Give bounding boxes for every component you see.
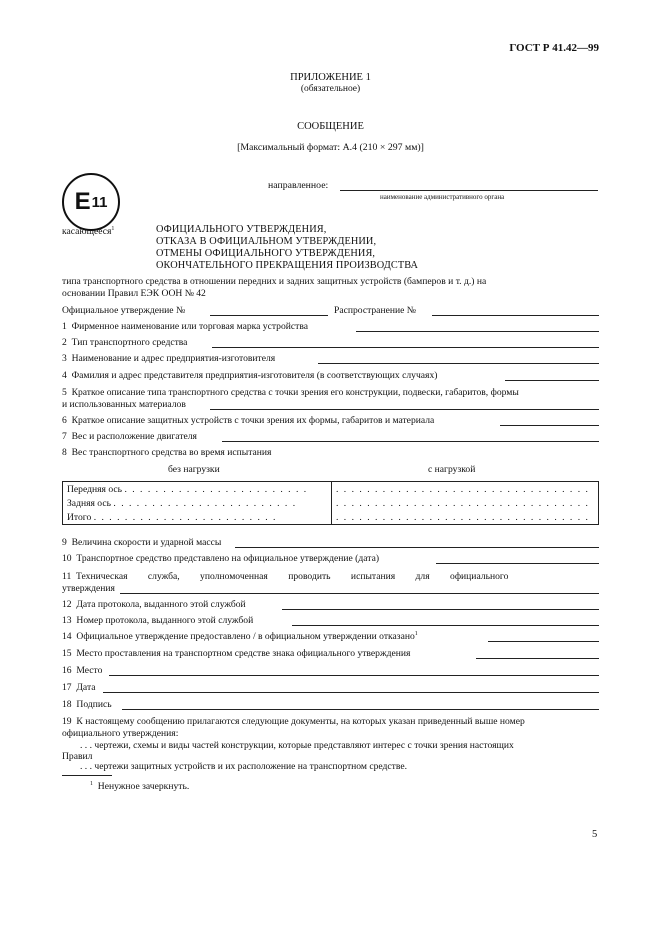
footnote: $^1$ Ненужное зачеркнуть.: [90, 781, 190, 793]
col-unloaded-header: без нагрузки: [168, 464, 220, 475]
table-cell[interactable]: . . . . . . . . . . . . . . . . . . . . . . . . . . . . . . . . .: [332, 510, 599, 525]
item-5-field[interactable]: [210, 409, 599, 410]
sent-to-caption: наименование административного органа: [380, 193, 505, 201]
page-number: 5: [592, 829, 598, 840]
table-row: [63, 482, 599, 497]
item-7: 7 Вес и расположение двигателя: [62, 431, 197, 442]
item-2: 2 Тип транспортного средства: [62, 337, 188, 348]
item-15-field[interactable]: [476, 658, 599, 659]
item-9: 9 Величина скорости и ударной массы: [62, 537, 222, 548]
attachment-2: . . . чертежи защитных устройств и их расположение на транспортном средстве.: [80, 761, 407, 772]
table-cell: Итого . . . . . . . . . . . . . . . . . . . . . . . .: [63, 510, 332, 525]
concerning-line-2: ОТКАЗА В ОФИЦИАЛЬНОМ УТВЕРЖДЕНИИ,: [156, 236, 377, 247]
item-4-field[interactable]: [505, 380, 599, 381]
item-16-field[interactable]: [109, 675, 599, 676]
item-11-cont: утверждения: [62, 583, 115, 594]
approval-no-field[interactable]: [210, 315, 328, 316]
appendix-subtitle: (обязательное): [300, 84, 361, 94]
item-17: 17 Дата: [62, 682, 96, 693]
table-row: [63, 510, 599, 525]
item-8: 8 Вес транспортного средства во время испытания: [62, 447, 272, 458]
type-line-2: основании Правил ЕЭК ООН № 42: [62, 288, 206, 299]
table-cell: Задняя ось . . . . . . . . . . . . . . . . . . . . . . . .: [63, 496, 332, 510]
attachment-1-cont: Правил: [62, 751, 93, 762]
attachment-1: . . . чертежи, схемы и виды частей конструкции, которые представляют интерес с точки зрения настоящих: [80, 740, 514, 751]
appendix-title: ПРИЛОЖЕНИЕ 1: [290, 72, 371, 83]
item-5-cont: и использованных материалов: [62, 399, 186, 410]
format-note: [Максимальный формат: А.4 (210 × 297 мм)]: [237, 142, 424, 153]
e11-approval-mark-icon: E 11: [62, 173, 120, 231]
sent-to-label: направленное:: [268, 180, 329, 191]
item-3-field[interactable]: [318, 363, 599, 364]
message-title: СООБЩЕНИЕ: [297, 121, 364, 132]
item-12-field[interactable]: [282, 609, 599, 610]
item-18: 18 Подпись: [62, 699, 112, 710]
item-19: 19 К настоящему сообщению прилагаются следующие документы, на которых указан приведенный выше номер: [62, 716, 525, 727]
item-9-field[interactable]: [235, 547, 599, 548]
item-10-field[interactable]: [436, 563, 599, 564]
standard-code: ГОСТ Р 41.42—99: [509, 42, 599, 54]
item-12: 12 Дата протокола, выданного этой службой: [62, 599, 246, 610]
col-loaded-header: с нагрузкой: [428, 464, 476, 475]
item-11: 11 Техническая служба, уполномоченная проводить испытания для официального: [62, 571, 509, 582]
item-19-cont: официального утверждения:: [62, 728, 179, 739]
item-3: 3 Наименование и адрес предприятия-изготовителя: [62, 353, 276, 364]
table-cell[interactable]: . . . . . . . . . . . . . . . . . . . . . . . . . . . . . . . . .: [332, 496, 599, 510]
footnote-divider: [62, 775, 112, 776]
item-5: 5 Краткое описание типа транспортного средства с точки зрения его конструкции, подвески, габаритов, формы: [62, 387, 519, 398]
type-line-1: типа транспортного средства в отношении передних и задних защитных устройств (бамперов и т. д.) на: [62, 276, 487, 287]
weights-table: [62, 481, 599, 525]
item-17-field[interactable]: [103, 692, 599, 693]
item-7-field[interactable]: [222, 441, 599, 442]
item-11-field[interactable]: [120, 593, 599, 594]
concerning-label: касающееся$^1$: [62, 226, 115, 238]
extension-no-field[interactable]: [432, 315, 599, 316]
item-1: 1 Фирменное наименование или торговая марка устройства: [62, 321, 309, 332]
concerning-line-1: ОФИЦИАЛЬНОГО УТВЕРЖДЕНИЯ,: [156, 224, 327, 235]
table-row: [63, 496, 599, 510]
item-4: 4 Фамилия и адрес представителя предприятия-изготовителя (в соответствующих случаях): [62, 370, 438, 381]
sent-to-line[interactable]: [340, 190, 598, 191]
item-15: 15 Место проставления на транспортном средстве знака официального утверждения: [62, 648, 411, 659]
item-13-field[interactable]: [292, 625, 599, 626]
item-16: 16 Место: [62, 665, 103, 676]
item-6: 6 Краткое описание защитных устройств с точки зрения их формы, габаритов и материала: [62, 415, 435, 426]
table-cell: Передняя ось . . . . . . . . . . . . . . . . . . . . . . . .: [63, 482, 332, 497]
item-14: 14 Официальное утверждение предоставлено / в официальном утверждении отказано$^1$: [62, 631, 418, 643]
item-13: 13 Номер протокола, выданного этой службой: [62, 615, 254, 626]
table-cell[interactable]: . . . . . . . . . . . . . . . . . . . . . . . . . . . . . . . . .: [332, 482, 599, 497]
item-14-field[interactable]: [488, 641, 599, 642]
concerning-line-4: ОКОНЧАТЕЛЬНОГО ПРЕКРАЩЕНИЯ ПРОИЗВОДСТВА: [156, 260, 419, 271]
item-2-field[interactable]: [212, 347, 599, 348]
concerning-line-3: ОТМЕНЫ ОФИЦИАЛЬНОГО УТВЕРЖДЕНИЯ,: [156, 248, 376, 259]
approval-no-label: Официальное утверждение №: [62, 305, 186, 316]
item-18-field[interactable]: [122, 709, 599, 710]
item-1-field[interactable]: [356, 331, 599, 332]
item-10: 10 Транспортное средство представлено на официальное утверждение (дата): [62, 553, 380, 564]
extension-no-label: Распространение №: [334, 305, 416, 316]
item-6-field[interactable]: [500, 425, 599, 426]
